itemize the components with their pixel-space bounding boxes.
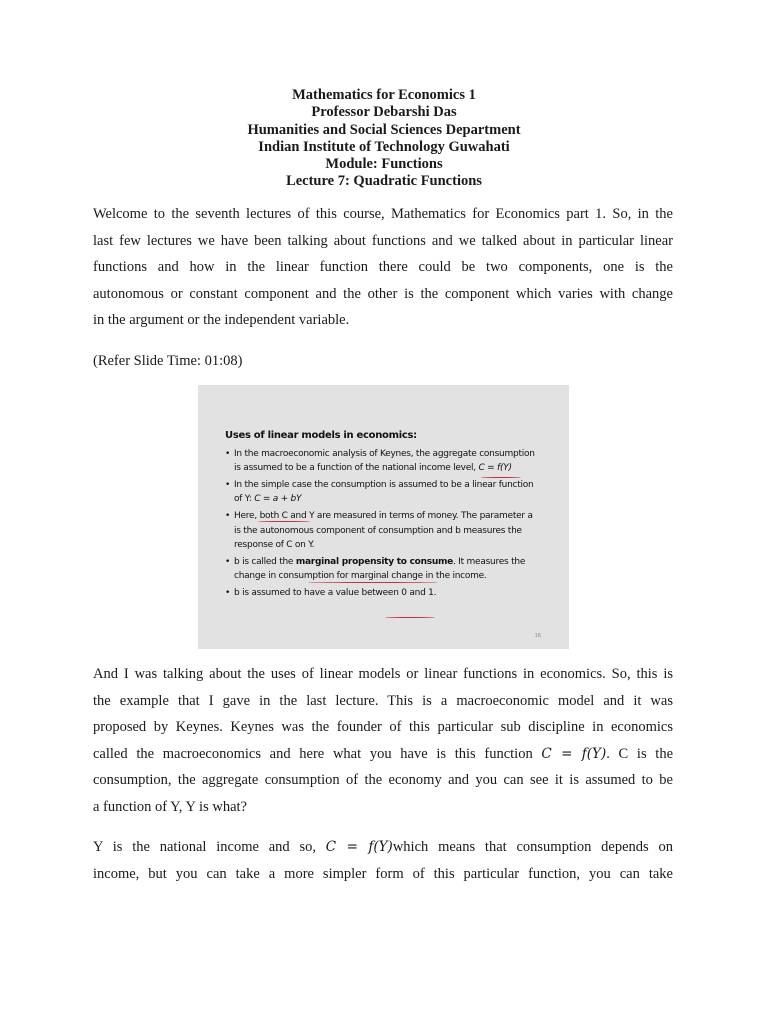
marginal-propensity-term: marginal propensity to consume — [295, 556, 454, 567]
slide-bullet — [225, 447, 555, 476]
bullet-dot: • — [225, 510, 231, 521]
text-line: a function of Y, Y is what? — [93, 798, 247, 815]
red-underline-annotation — [258, 521, 310, 522]
slide-equation-cfy: C = f(Y) — [478, 463, 512, 474]
paragraph-national-income — [93, 834, 673, 887]
text-line — [93, 834, 673, 861]
text-part: called the macroeconomics and here what you have is this function — [93, 745, 542, 762]
text-line: income, but you can take a more simpler form of this particular function, you can take — [93, 865, 673, 882]
bullet-text: Here, both C and Y are measured in terms of money. The parameter a — [234, 510, 533, 521]
red-underline-annotation — [481, 477, 521, 478]
bullet-text: change in consumption for marginal change in the income. — [234, 571, 487, 582]
text-part: Y is the national income and so, — [93, 839, 326, 855]
slide-bullet — [225, 509, 555, 553]
slide-content — [225, 429, 555, 603]
text-line: proposed by Keynes. Keynes was the founder of this particular sub discipline in economics — [93, 719, 673, 736]
text-part: which means that consumption depends on — [392, 839, 673, 855]
institute-name: Indian Institute of Technology Guwahati — [258, 138, 510, 155]
slide-bullet — [225, 586, 555, 601]
text-line: Welcome to the seventh lectures of this course, Mathematics for Economics part 1. So, in the — [93, 206, 673, 222]
text-line: functions and how in the linear function there could be two components, one is the — [93, 259, 673, 276]
text-line: consumption, the aggregate consumption of the economy and you can see it is assumed to be — [93, 772, 673, 789]
bullet-text-part: is assumed to be a function of the national income level, — [234, 463, 479, 474]
paragraph-keynes — [93, 661, 673, 821]
bullet-text: response of C on Y. — [234, 540, 315, 551]
bullet-text — [234, 492, 555, 507]
slide-equation-linear: C = a + bY — [254, 494, 302, 505]
bullet-text — [234, 555, 555, 570]
bullet-text: In the macroeconomic analysis of Keynes, the aggregate consumption — [234, 448, 535, 459]
professor-name: Professor Debarshi Das — [311, 104, 457, 121]
lecture-title: Lecture 7: Quadratic Functions — [286, 173, 482, 190]
bullet-text — [234, 461, 555, 476]
text-line: the example that I gave in the last lecture. This is a macroeconomic model and it was — [93, 692, 673, 709]
equation-cfy: C = f(Y) — [325, 839, 393, 855]
text-line: autonomous or constant component and the other is the component which varies with change — [93, 285, 673, 302]
paragraph-intro — [93, 201, 673, 334]
red-underline-annotation — [385, 617, 435, 618]
red-underline-annotation — [308, 582, 438, 583]
text-line: in the argument or the independent variable. — [93, 312, 350, 329]
text-part: . C is the — [606, 745, 674, 762]
bullet-text-part: b is called the — [234, 556, 296, 567]
text-line: And I was talking about the uses of linear models or linear functions in economics. So, this is — [93, 666, 673, 682]
document-header — [0, 87, 768, 191]
text-line: last few lectures we have been talking about functions and we talked about in particular linear — [93, 232, 673, 249]
bullet-text: is the autonomous component of consumption and b measures the — [234, 525, 522, 536]
bullet-dot: • — [225, 587, 231, 598]
module-name: Module: Functions — [325, 156, 443, 173]
course-title: Mathematics for Economics 1 — [292, 87, 476, 103]
bullet-text: b is assumed to have a value between 0 and 1. — [234, 587, 437, 598]
department-name: Humanities and Social Sciences Department — [247, 121, 521, 138]
bullet-text-part: of Y: — [234, 494, 255, 505]
lecture-slide-image — [198, 385, 569, 649]
bullet-text-part: . It measures the — [453, 556, 526, 567]
bullet-dot: • — [225, 448, 231, 459]
bullet-text: In the simple case the consumption is assumed to be a linear function — [234, 479, 534, 490]
slide-bullet — [225, 478, 555, 507]
slide-page-number: 16 — [534, 633, 541, 639]
slide-title: Uses of linear models in economics: — [225, 430, 417, 441]
refer-slide-time: (Refer Slide Time: 01:08) — [93, 353, 243, 369]
text-line — [93, 741, 673, 768]
equation-cfy: C = f(Y) — [541, 745, 607, 762]
slide-bullet — [225, 555, 555, 584]
bullet-dot: • — [225, 479, 231, 490]
bullet-dot: • — [225, 556, 231, 567]
